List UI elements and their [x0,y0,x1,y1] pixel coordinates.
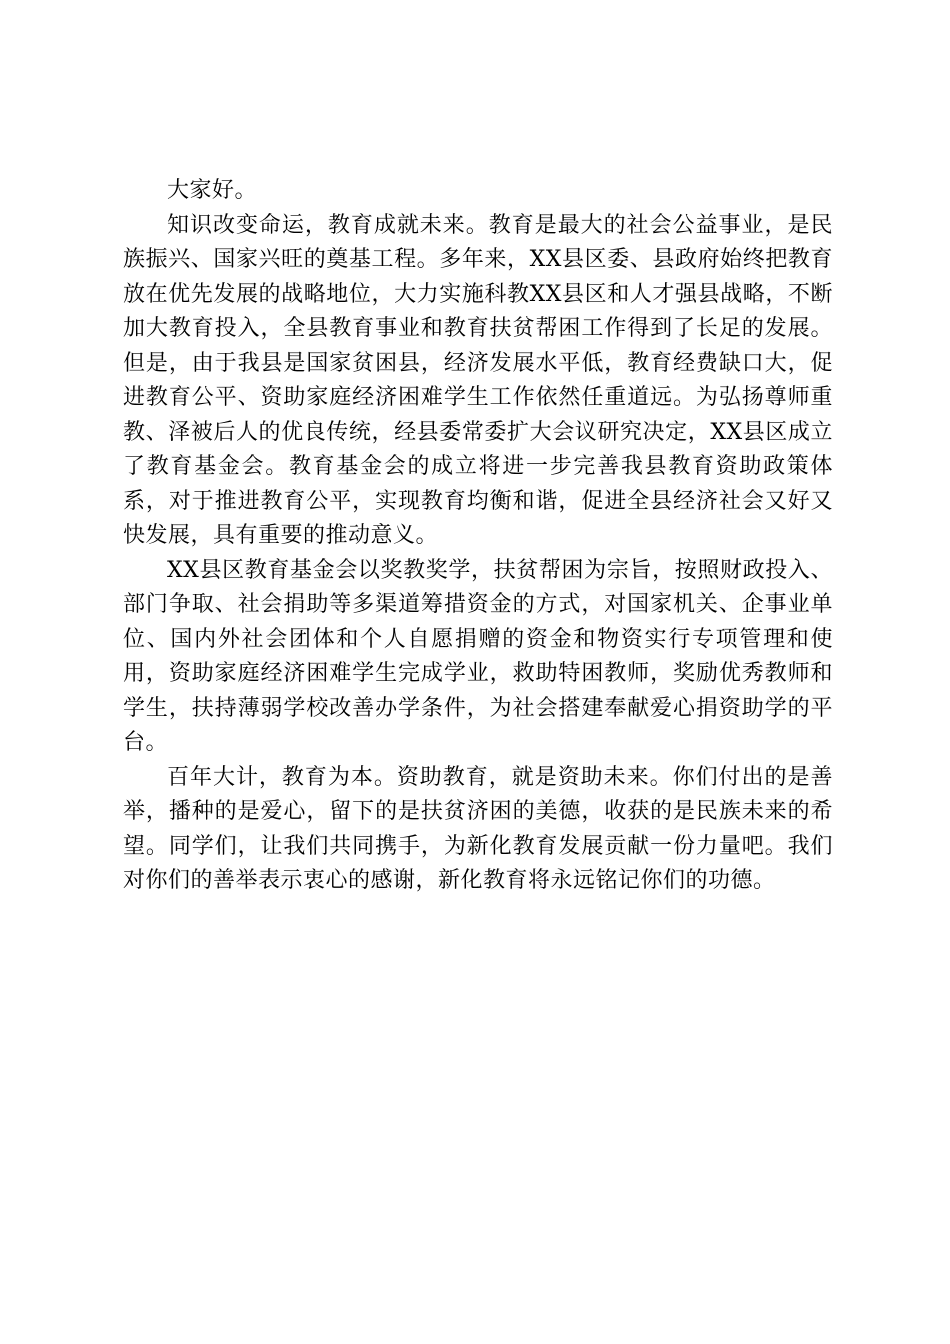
paragraph-closing-thanks: 百年大计，教育为本。资助教育，就是资助未来。你们付出的是善举，播种的是爱心，留下的是扶贫济困的美德，收获的是民族未来的希望。同学们，让我们共同携手，为新化教育发展贡献一份力量吧。我们对你们的善举表示衷心的感谢，新化教育将永远铭记你们的功德。 [123,764,833,893]
paragraph-foundation-purpose: XX县区教育基金会以奖教奖学，扶贫帮困为宗旨，按照财政投入、部门争取、社会捐助等多渠道筹措资金的方式，对国家机关、企事业单位、国内外社会团体和个人自愿捐赠的资金和物资实行专项管理和使用，资助家庭经济困难学生完成学业，救助特困教师，奖励优秀教师和学生，扶持薄弱学校改善办学条件，为社会搭建奉献爱心捐资助学的平台。 [123,557,833,755]
paragraph-education-foundation-intro: 知识改变命运，教育成就未来。教育是最大的社会公益事业，是民族振兴、国家兴旺的奠基工程。多年来，XX县区委、县政府始终把教育放在优先发展的战略地位，大力实施科教XX县区和人才强县战略，不断加大教育投入，全县教育事业和教育扶贫帮困工作得到了长足的发展。但是，由于我县是国家贫困县，经济发展水平低，教育经费缺口大，促进教育公平、资助家庭经济困难学生工作依然任重道远。为弘扬尊师重教、泽被后人的优良传统，经县委常委扩大会议研究决定，XX县区成立了教育基金会。教育基金会的成立将进一步完善我县教育资助政策体系，对于推进教育公平，实现教育均衡和谐，促进全县经济社会又好又快发展，具有重要的推动意义。 [123,212,833,548]
greeting-paragraph: 大家好。 [167,178,258,203]
document-body [123,174,833,899]
